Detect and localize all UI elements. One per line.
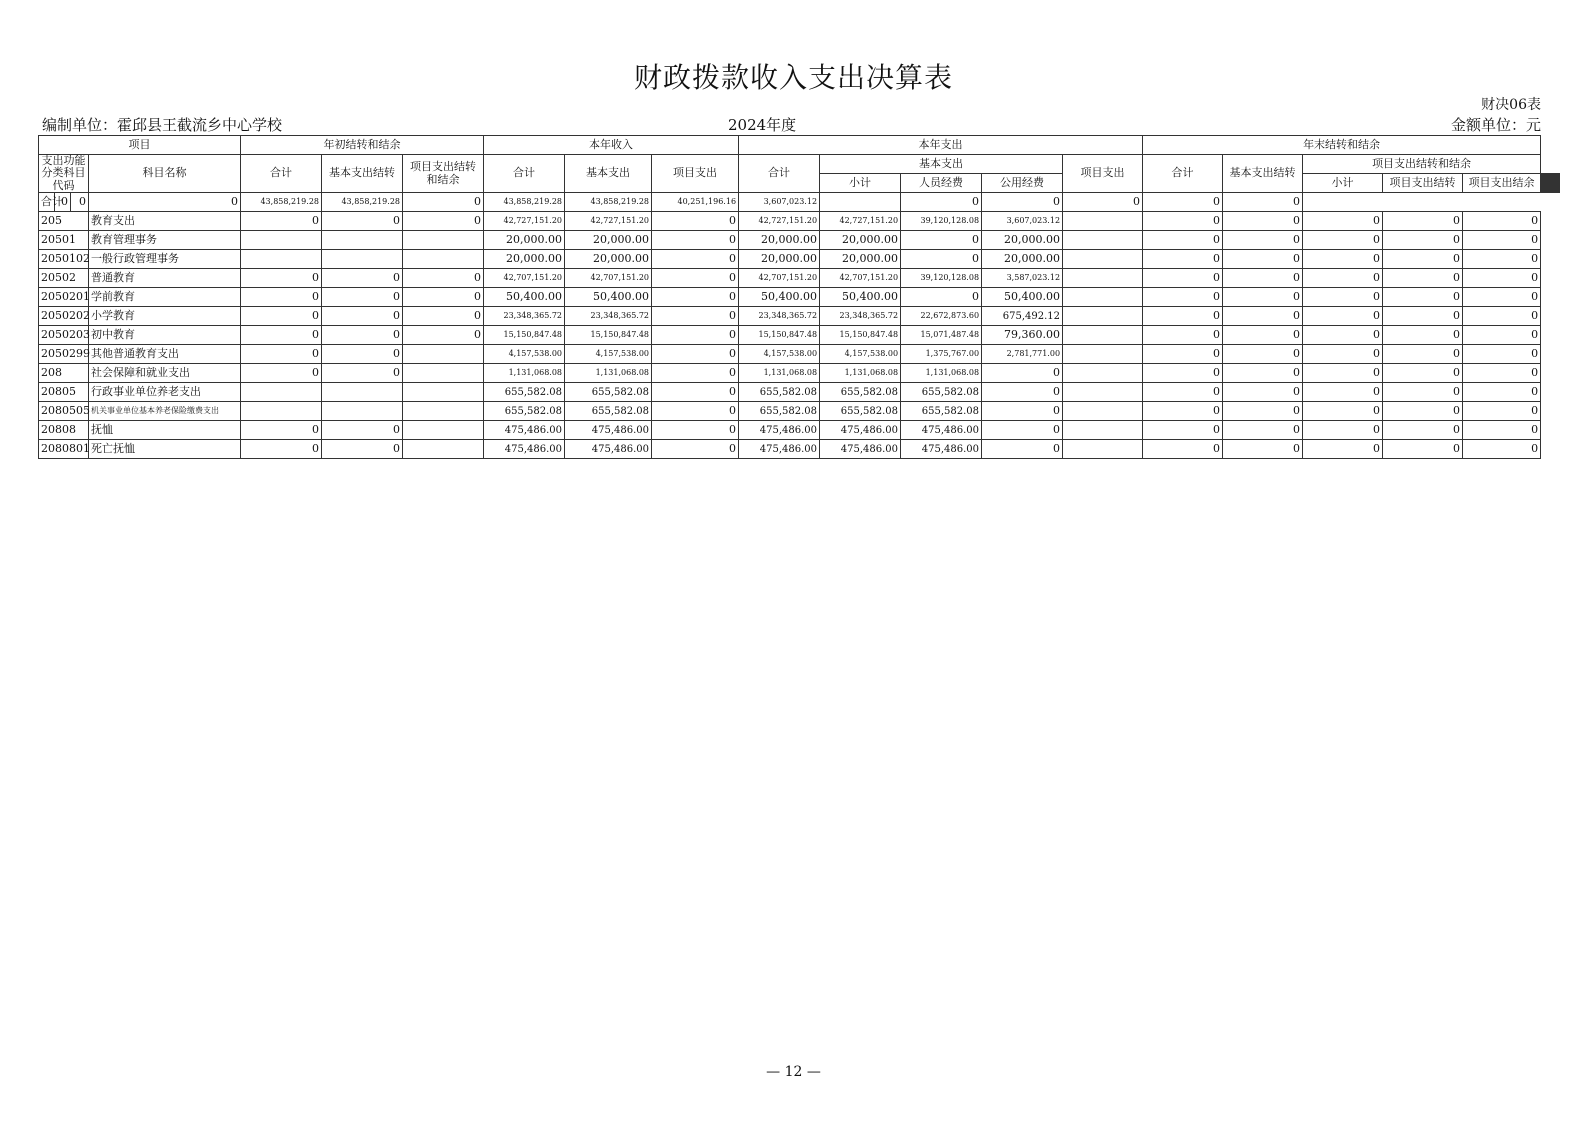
row-value: 0: [1463, 421, 1541, 440]
row-value: 0: [322, 364, 403, 383]
row-value: 0: [1303, 326, 1383, 345]
table-row: [39, 440, 1560, 459]
row-value: 42,727,151.20: [565, 212, 652, 231]
row-value: 0: [1303, 212, 1383, 231]
row-value: 0: [1303, 288, 1383, 307]
row-value: 0: [652, 364, 739, 383]
row-name: 行政事业单位养老支出: [89, 383, 241, 402]
header-income-basic: 基本支出: [565, 155, 652, 193]
row-value: 0: [1463, 269, 1541, 288]
row-value: 0: [901, 250, 982, 269]
row-value: 4,157,538.00: [820, 345, 901, 364]
row-code: 205: [39, 212, 89, 231]
row-value: 43,858,219.28: [241, 193, 322, 212]
row-value: 0: [982, 440, 1063, 459]
row-value: [322, 231, 403, 250]
row-value: 0: [652, 212, 739, 231]
row-value: 0: [241, 364, 322, 383]
row-value: 0: [1223, 269, 1303, 288]
row-value: 0: [652, 345, 739, 364]
table-row: [39, 269, 1560, 288]
row-value: 39,120,128.08: [901, 212, 982, 231]
row-value: 20,000.00: [982, 250, 1063, 269]
row-value: [241, 383, 322, 402]
row-value: 20,000.00: [739, 250, 820, 269]
row-code: 2050299: [39, 345, 89, 364]
row-value: [403, 250, 484, 269]
row-value: [1063, 250, 1143, 269]
row-value: 0: [1463, 288, 1541, 307]
row-code: 20808: [39, 421, 89, 440]
row-value: 0: [1143, 402, 1223, 421]
row-value: 42,707,151.20: [739, 269, 820, 288]
row-value: 0: [1463, 345, 1541, 364]
row-value: [403, 364, 484, 383]
row-value: 0: [241, 345, 322, 364]
table-row: [39, 421, 1560, 440]
col-number: [1558, 174, 1559, 193]
row-value: 0: [322, 212, 403, 231]
row-value: 0: [1383, 250, 1463, 269]
row-value: 0: [1223, 326, 1303, 345]
row-value: [1063, 421, 1143, 440]
row-value: 42,707,151.20: [484, 269, 565, 288]
row-value: 0: [1143, 326, 1223, 345]
row-value: [1063, 212, 1143, 231]
row-value: 42,707,151.20: [820, 269, 901, 288]
row-value: 0: [322, 326, 403, 345]
row-value: 0: [1223, 402, 1303, 421]
header-begin: 年初结转和结余: [241, 136, 484, 155]
header-expense-subtotal: 小计: [820, 174, 901, 193]
table-row: [39, 193, 1560, 212]
row-value: 0: [652, 421, 739, 440]
row-value: 0: [403, 288, 484, 307]
row-value: 0: [1383, 212, 1463, 231]
row-value: [403, 440, 484, 459]
row-value: [1063, 383, 1143, 402]
row-value: 0: [241, 421, 322, 440]
row-name: 死亡抚恤: [89, 440, 241, 459]
row-value: 20,000.00: [820, 231, 901, 250]
report-year: 2024年度: [728, 116, 797, 134]
row-name: 其他普通教育支出: [89, 345, 241, 364]
header-expense: 本年支出: [739, 136, 1143, 155]
row-value: 655,582.08: [901, 402, 982, 421]
row-name: 教育支出: [89, 212, 241, 231]
row-code: 2050202: [39, 307, 89, 326]
row-value: 0: [652, 307, 739, 326]
row-value: 42,727,151.20: [484, 212, 565, 231]
row-value: 0: [241, 288, 322, 307]
row-value: [322, 402, 403, 421]
row-value: 0: [55, 193, 71, 212]
row-value: [1063, 364, 1143, 383]
row-value: 0: [1303, 421, 1383, 440]
row-value: 0: [901, 231, 982, 250]
table-row: [39, 231, 1560, 250]
row-value: 0: [1143, 383, 1223, 402]
row-code: 2080505: [39, 402, 89, 421]
header-basic-expense: 基本支出: [820, 155, 1063, 174]
row-value: 0: [1143, 345, 1223, 364]
row-value: 475,486.00: [901, 440, 982, 459]
row-value: 0: [1303, 231, 1383, 250]
table-row: [39, 288, 1560, 307]
page-title: 财政拨款收入支出决算表: [633, 61, 953, 94]
row-value: 0: [1223, 383, 1303, 402]
row-value: 0: [1223, 212, 1303, 231]
row-value: 3,607,023.12: [982, 212, 1063, 231]
row-value: 0: [1143, 440, 1223, 459]
row-value: 0: [1143, 288, 1223, 307]
row-name: 合计: [39, 193, 55, 212]
row-value: 15,150,847.48: [565, 326, 652, 345]
row-value: 0: [322, 345, 403, 364]
row-value: 0: [322, 269, 403, 288]
row-value: 3,587,023.12: [982, 269, 1063, 288]
header-begin-basic: 基本支出结转: [322, 155, 403, 193]
header-end-carryover: 项目支出结转: [1383, 174, 1463, 193]
row-value: 23,348,365.72: [565, 307, 652, 326]
row-value: 0: [1383, 269, 1463, 288]
row-value: 0: [1463, 231, 1541, 250]
table-row: [39, 250, 1560, 269]
row-value: 475,486.00: [565, 421, 652, 440]
header-end-balance: 项目支出结余: [1463, 174, 1541, 193]
page-number: — 12 —: [766, 1064, 821, 1080]
table-body: [39, 193, 1560, 459]
row-value: 0: [403, 269, 484, 288]
row-name: 普通教育: [89, 269, 241, 288]
row-value: 0: [1383, 421, 1463, 440]
table-row: [39, 383, 1560, 402]
row-value: 15,150,847.48: [484, 326, 565, 345]
row-code: 2050203: [39, 326, 89, 345]
row-value: [820, 193, 901, 212]
row-value: 15,150,847.48: [739, 326, 820, 345]
row-value: 475,486.00: [565, 440, 652, 459]
row-value: 655,582.08: [820, 402, 901, 421]
row-value: 4,157,538.00: [565, 345, 652, 364]
row-value: 0: [89, 193, 241, 212]
row-value: 4,157,538.00: [739, 345, 820, 364]
row-value: 0: [403, 212, 484, 231]
row-value: 475,486.00: [820, 421, 901, 440]
row-value: 0: [1223, 288, 1303, 307]
row-value: 50,400.00: [484, 288, 565, 307]
row-value: 39,120,128.08: [901, 269, 982, 288]
row-value: 0: [1383, 326, 1463, 345]
row-value: 50,400.00: [565, 288, 652, 307]
row-value: [1063, 326, 1143, 345]
row-value: [1063, 288, 1143, 307]
row-value: [1063, 345, 1143, 364]
row-value: 42,727,151.20: [820, 212, 901, 231]
row-value: [1063, 269, 1143, 288]
table-row: [39, 307, 1560, 326]
row-value: 0: [1383, 364, 1463, 383]
row-value: 0: [241, 440, 322, 459]
row-value: 23,348,365.72: [820, 307, 901, 326]
header-end-subtotal: 小计: [1303, 174, 1383, 193]
row-name: 一般行政管理事务: [89, 250, 241, 269]
row-value: 0: [1143, 364, 1223, 383]
row-value: 0: [652, 402, 739, 421]
row-value: 15,150,847.48: [820, 326, 901, 345]
header-public: 公用经费: [982, 174, 1063, 193]
row-value: 0: [1223, 231, 1303, 250]
row-code: 2050102: [39, 250, 89, 269]
row-value: 0: [1383, 345, 1463, 364]
row-value: [322, 250, 403, 269]
row-value: 0: [1303, 383, 1383, 402]
header-expense-project: 项目支出: [1063, 155, 1143, 193]
row-code: 2050201: [39, 288, 89, 307]
row-value: 50,400.00: [982, 288, 1063, 307]
row-value: 22,672,873.60: [901, 307, 982, 326]
row-value: 1,375,767.00: [901, 345, 982, 364]
row-value: 50,400.00: [739, 288, 820, 307]
row-value: 0: [1143, 193, 1223, 212]
row-value: 475,486.00: [484, 421, 565, 440]
row-name: 小学教育: [89, 307, 241, 326]
compiling-unit: 编制单位：霍邱县王截流乡中心学校: [42, 116, 283, 134]
row-value: [241, 250, 322, 269]
row-value: 0: [322, 307, 403, 326]
row-value: 0: [322, 440, 403, 459]
row-value: 655,582.08: [739, 383, 820, 402]
row-value: 1,131,068.08: [484, 364, 565, 383]
header-income-total: 合计: [484, 155, 565, 193]
row-value: 0: [652, 288, 739, 307]
table-row: [39, 402, 1560, 421]
row-value: 0: [1223, 307, 1303, 326]
header-code: 支出功能分类科目代码: [39, 155, 89, 193]
row-value: 0: [901, 288, 982, 307]
row-value: 0: [1463, 250, 1541, 269]
row-value: 0: [1383, 440, 1463, 459]
form-number: 财决06表: [1481, 97, 1541, 113]
row-code: 208: [39, 364, 89, 383]
row-value: 0: [1383, 231, 1463, 250]
row-value: 0: [1143, 307, 1223, 326]
row-value: 0: [1463, 307, 1541, 326]
row-name: 机关事业单位基本养老保险缴费支出: [89, 402, 241, 421]
row-value: 0: [403, 326, 484, 345]
row-value: 0: [1143, 231, 1223, 250]
table-row: [39, 212, 1560, 231]
row-value: 43,858,219.28: [484, 193, 565, 212]
row-value: 655,582.08: [484, 402, 565, 421]
row-name: 教育管理事务: [89, 231, 241, 250]
amount-unit: 金额单位：元: [1450, 116, 1541, 134]
row-value: [241, 231, 322, 250]
row-code: 2080801: [39, 440, 89, 459]
row-value: 0: [652, 269, 739, 288]
header-item: 项目: [39, 136, 241, 155]
row-value: 475,486.00: [739, 440, 820, 459]
row-value: 655,582.08: [484, 383, 565, 402]
row-value: 0: [1223, 193, 1303, 212]
row-name: 抚恤: [89, 421, 241, 440]
header-income-project: 项目支出: [652, 155, 739, 193]
header-project-carry: 项目支出结转和结余: [1303, 155, 1541, 174]
row-value: 0: [1383, 288, 1463, 307]
table-row: [39, 364, 1560, 383]
row-value: 0: [1463, 402, 1541, 421]
row-code: 20501: [39, 231, 89, 250]
row-value: 0: [1303, 440, 1383, 459]
final-accounts-table: [38, 135, 1560, 459]
row-value: 0: [652, 326, 739, 345]
row-value: 675,492.12: [982, 307, 1063, 326]
row-value: 79,360.00: [982, 326, 1063, 345]
row-value: 0: [1463, 383, 1541, 402]
row-value: [1063, 307, 1143, 326]
row-value: 23,348,365.72: [484, 307, 565, 326]
row-value: 1,131,068.08: [901, 364, 982, 383]
row-value: 1,131,068.08: [565, 364, 652, 383]
row-value: [322, 383, 403, 402]
header-begin-project: 项目支出结转和结余: [403, 155, 484, 193]
row-value: 4,157,538.00: [484, 345, 565, 364]
row-value: 0: [1223, 421, 1303, 440]
row-value: 0: [322, 288, 403, 307]
row-value: 0: [1303, 307, 1383, 326]
row-value: 0: [1223, 250, 1303, 269]
row-value: 15,071,487.48: [901, 326, 982, 345]
row-value: 20,000.00: [739, 231, 820, 250]
row-value: 0: [652, 383, 739, 402]
row-value: 0: [403, 307, 484, 326]
row-value: 0: [1303, 269, 1383, 288]
row-value: 0: [241, 307, 322, 326]
row-value: 0: [982, 421, 1063, 440]
row-value: 475,486.00: [901, 421, 982, 440]
row-name: 社会保障和就业支出: [89, 364, 241, 383]
row-value: 23,348,365.72: [739, 307, 820, 326]
header-income: 本年收入: [484, 136, 739, 155]
row-value: 0: [1143, 212, 1223, 231]
row-value: 42,707,151.20: [565, 269, 652, 288]
row-value: 3,607,023.12: [739, 193, 820, 212]
header-expense-total: 合计: [739, 155, 820, 193]
row-value: 475,486.00: [820, 440, 901, 459]
row-value: 655,582.08: [820, 383, 901, 402]
table-row: [39, 345, 1560, 364]
row-value: 42,727,151.20: [739, 212, 820, 231]
row-value: 0: [982, 193, 1063, 212]
header-end: 年末结转和结余: [1143, 136, 1541, 155]
row-value: [1063, 440, 1143, 459]
row-name: 学前教育: [89, 288, 241, 307]
row-value: 20,000.00: [484, 231, 565, 250]
row-value: 0: [1463, 212, 1541, 231]
row-code: 20805: [39, 383, 89, 402]
row-value: 0: [1303, 250, 1383, 269]
row-value: 0: [322, 421, 403, 440]
row-value: 1,131,068.08: [820, 364, 901, 383]
row-value: 0: [1143, 250, 1223, 269]
row-value: 0: [1303, 402, 1383, 421]
row-value: 2,781,771.00: [982, 345, 1063, 364]
row-value: 0: [1143, 421, 1223, 440]
row-value: 20,000.00: [565, 231, 652, 250]
row-value: 20,000.00: [484, 250, 565, 269]
row-value: 0: [241, 269, 322, 288]
row-value: [403, 421, 484, 440]
row-value: [403, 383, 484, 402]
row-value: [1063, 402, 1143, 421]
row-value: 0: [1223, 364, 1303, 383]
row-value: [403, 345, 484, 364]
row-value: 655,582.08: [565, 402, 652, 421]
row-value: 0: [901, 193, 982, 212]
row-value: 0: [1223, 440, 1303, 459]
row-value: 0: [1303, 345, 1383, 364]
row-value: 0: [1223, 345, 1303, 364]
row-value: 0: [1383, 402, 1463, 421]
row-name: 初中教育: [89, 326, 241, 345]
row-value: 0: [1303, 364, 1383, 383]
row-value: [403, 402, 484, 421]
row-value: [1063, 231, 1143, 250]
row-value: 20,000.00: [565, 250, 652, 269]
row-value: 0: [403, 193, 484, 212]
row-value: 475,486.00: [484, 440, 565, 459]
row-value: 0: [241, 326, 322, 345]
row-value: 43,858,219.28: [322, 193, 403, 212]
header-end-basic: 基本支出结转: [1223, 155, 1303, 193]
row-value: 0: [982, 402, 1063, 421]
row-value: 20,000.00: [982, 231, 1063, 250]
header-end-total: 合计: [1143, 155, 1223, 193]
row-value: 0: [1463, 364, 1541, 383]
table-row: [39, 326, 1560, 345]
row-value: 1,131,068.08: [739, 364, 820, 383]
row-value: 43,858,219.28: [565, 193, 652, 212]
row-value: 655,582.08: [739, 402, 820, 421]
row-value: [403, 231, 484, 250]
row-value: 655,582.08: [565, 383, 652, 402]
row-value: 655,582.08: [901, 383, 982, 402]
row-value: 0: [652, 440, 739, 459]
row-value: 20,000.00: [820, 250, 901, 269]
row-value: 0: [71, 193, 89, 212]
header-personnel: 人员经费: [901, 174, 982, 193]
row-value: 40,251,196.16: [652, 193, 739, 212]
row-value: 0: [241, 212, 322, 231]
row-value: 0: [1143, 269, 1223, 288]
row-value: 0: [1383, 307, 1463, 326]
row-value: 0: [1463, 440, 1541, 459]
row-value: 0: [1463, 326, 1541, 345]
row-value: 50,400.00: [820, 288, 901, 307]
row-value: 0: [1383, 383, 1463, 402]
row-code: 20502: [39, 269, 89, 288]
row-value: 0: [652, 231, 739, 250]
row-value: [241, 402, 322, 421]
header-subject-name: 科目名称: [89, 155, 241, 193]
header-begin-total: 合计: [241, 155, 322, 193]
row-value: 0: [982, 364, 1063, 383]
row-value: 0: [652, 250, 739, 269]
row-value: 0: [1063, 193, 1143, 212]
row-value: 475,486.00: [739, 421, 820, 440]
row-value: 0: [982, 383, 1063, 402]
